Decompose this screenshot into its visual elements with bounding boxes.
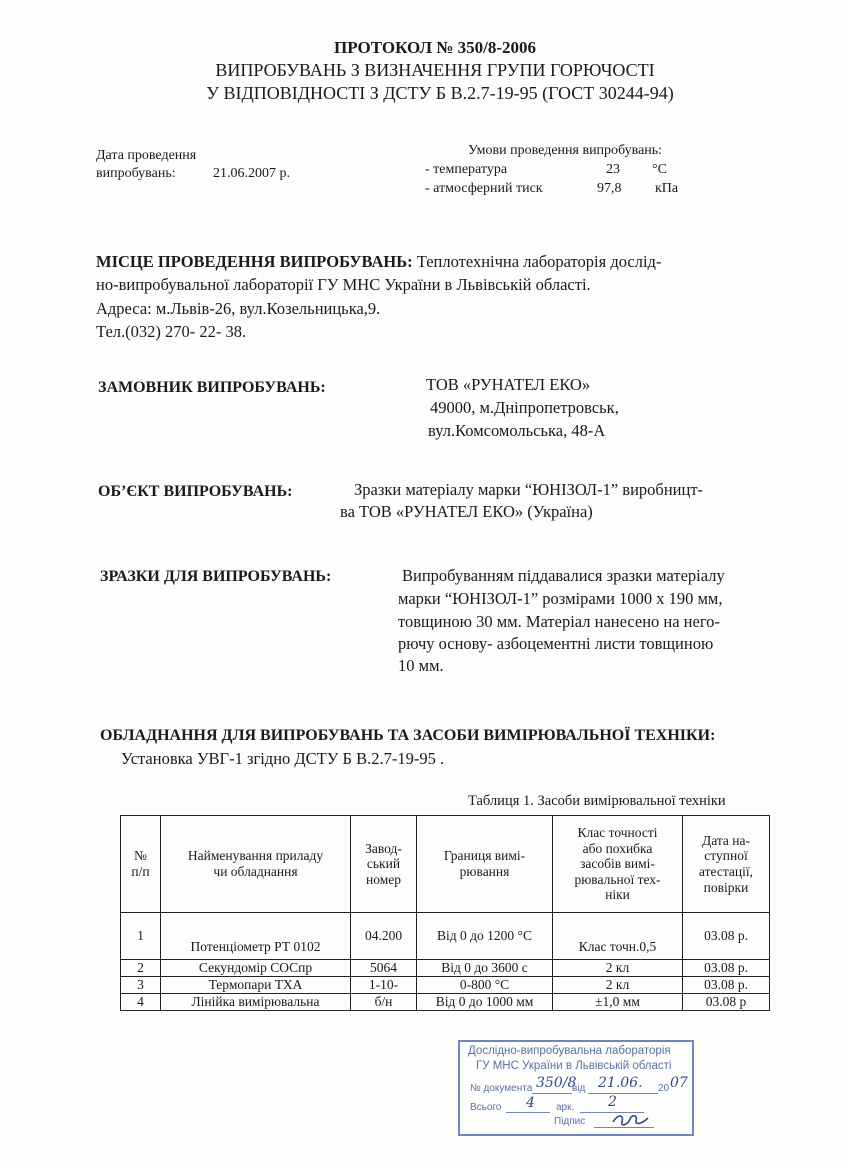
table-row	[121, 977, 770, 994]
stamp-doc-underline	[532, 1093, 572, 1094]
stamp-total-value: 4	[526, 1095, 535, 1111]
cell-accuracy: 2 кл	[553, 960, 683, 977]
samples-line-4: рючу основу- азбоцементні листи товщиною	[398, 634, 714, 653]
place-section	[96, 252, 661, 272]
header-date: Дата на- ступної атестації, повірки	[683, 816, 770, 913]
protocol-title: ПРОТОКОЛ № 350/8-2006	[334, 38, 536, 57]
equipment-label: ОБЛАДНАННЯ ДЛЯ ВИПРОБУВАНЬ ТА ЗАСОБИ ВИМІРЮВАЛЬНОЇ ТЕХНІКИ:	[100, 727, 716, 744]
stamp-from-label: від	[572, 1083, 586, 1094]
stamp-sign-label: Підпис	[554, 1116, 586, 1127]
object-line-1: Зразки матеріалу марки “ЮНІЗОЛ-1” виробницт-	[354, 480, 704, 499]
pressure-value: 97,8	[597, 181, 622, 196]
test-date-label: Дата проведення	[96, 148, 197, 163]
samples-line-5: 10 мм.	[398, 656, 444, 675]
protocol-subtitle: ВИПРОБУВАНЬ З ВИЗНАЧЕННЯ ГРУПИ ГОРЮЧОСТІ	[215, 60, 655, 80]
header-number: № п/п	[121, 816, 161, 913]
place-address: Адреса: м.Львів-26, вул.Козельницька,9.	[96, 299, 381, 318]
stamp-doc-value: 350/8	[536, 1075, 577, 1091]
cell-range: Від 0 до 3600 с	[417, 960, 553, 977]
customer-city: 49000, м.Дніпропетровськ,	[430, 398, 619, 417]
cell-accuracy: Клас точн.0,5	[553, 913, 683, 960]
stamp-from-underline	[588, 1093, 658, 1094]
stamp-from-value: 21.06.	[598, 1075, 643, 1091]
cell-date: 03.08 р	[683, 994, 770, 1011]
measurement-table	[120, 815, 770, 1011]
handwritten-signature	[610, 1110, 652, 1130]
cell-date: 03.08 р.	[683, 977, 770, 994]
cell-accuracy: ±1,0 мм	[553, 994, 683, 1011]
header-name: Найменування приладу чи обладнання	[161, 816, 351, 913]
temperature-value: 23	[606, 162, 620, 177]
samples-line-2: марки “ЮНІЗОЛ-1” розмірами 1000 х 190 мм,	[398, 589, 723, 608]
cell-range: 0-800 °С	[417, 977, 553, 994]
table-row	[121, 913, 770, 960]
samples-line-1: Випробуванням піддавалися зразки матеріалу	[402, 566, 725, 585]
cell-name: Термопари ТХА	[161, 977, 351, 994]
stamp-year-value: 07	[670, 1075, 688, 1091]
conditions-heading: Умови проведення випробувань:	[468, 143, 663, 158]
samples-line-3: товщиною 30 мм. Матеріал нанесено на него-	[398, 612, 720, 631]
stamp-doc-label: № документа	[470, 1083, 533, 1094]
cell-serial: 5064	[351, 960, 417, 977]
customer-label: ЗАМОВНИК ВИПРОБУВАНЬ:	[98, 379, 326, 396]
cell-serial: б/н	[351, 994, 417, 1011]
equipment-line: Установка УВГ-1 згідно ДСТУ Б В.2.7-19-95 .	[121, 749, 445, 768]
stamp-total-label: Всього	[470, 1102, 502, 1113]
cell-number: 4	[121, 994, 161, 1011]
cell-name: Лінійка вимірювальна	[161, 994, 351, 1011]
cell-serial: 04.200	[351, 913, 417, 960]
temperature-label: - температура	[425, 162, 508, 177]
cell-serial: 1-10-	[351, 977, 417, 994]
cell-date: 03.08 р.	[683, 960, 770, 977]
place-line-2: но-випробувальної лабораторії ГУ МНС України в Львівській області.	[96, 275, 591, 294]
stamp-total-underline	[506, 1112, 550, 1113]
table-caption: Таблиця 1. Засоби вимірювальної техніки	[468, 793, 726, 809]
table-header-row	[121, 816, 770, 913]
customer-street: вул.Комсомольська, 48-А	[428, 421, 606, 440]
cell-number: 3	[121, 977, 161, 994]
cell-number: 2	[121, 960, 161, 977]
table-row	[121, 994, 770, 1011]
samples-label: ЗРАЗКИ ДЛЯ ВИПРОБУВАНЬ:	[100, 568, 332, 585]
stamp-year-prefix: 20	[658, 1083, 670, 1094]
object-label: ОБ’ЄКТ ВИПРОБУВАНЬ:	[98, 483, 293, 500]
header-range: Границя вимі- рювання	[417, 816, 553, 913]
pressure-unit: кПа	[655, 181, 679, 196]
temperature-unit: °С	[652, 162, 667, 177]
cell-name: Потенціометр РТ 0102	[161, 913, 351, 960]
lab-stamp	[458, 1040, 694, 1136]
cell-name: Секундомір СОСпр	[161, 960, 351, 977]
table-row	[121, 960, 770, 977]
cell-date: 03.08 р.	[683, 913, 770, 960]
stamp-sheet-label: арк.	[556, 1102, 575, 1113]
cell-accuracy: 2 кл	[553, 977, 683, 994]
place-label: МІСЦЕ ПРОВЕДЕННЯ ВИПРОБУВАНЬ:	[96, 252, 413, 271]
object-line-2: ва ТОВ «РУНАТЕЛ ЕКО» (Україна)	[340, 502, 593, 521]
test-date-label-2: випробувань:	[96, 166, 176, 181]
place-line-1: Теплотехнічна лабораторія дослід-	[416, 252, 662, 271]
cell-number: 1	[121, 913, 161, 960]
pressure-label: - атмосферний тиск	[425, 181, 543, 196]
customer-name: ТОВ «РУНАТЕЛ ЕКО»	[426, 375, 591, 394]
protocol-standard: У ВІДПОВІДНОСТІ З ДСТУ Б В.2.7-19-95 (ГОСТ 30244-94)	[206, 83, 674, 103]
cell-range: Від 0 до 1000 мм	[417, 994, 553, 1011]
test-date-value: 21.06.2007 р.	[213, 166, 290, 181]
header-serial: Завод- ський номер	[351, 816, 417, 913]
stamp-sheet-value: 2	[608, 1094, 617, 1110]
stamp-line-2: ГУ МНС України в Львівській області	[476, 1060, 672, 1072]
stamp-line-1: Дослідно-випробувальна лабораторія	[468, 1045, 671, 1057]
place-phone: Тел.(032) 270- 22- 38.	[96, 322, 247, 341]
cell-range: Від 0 до 1200 °С	[417, 913, 553, 960]
header-accuracy: Клас точності або похибка засобів вимі- рювальної тех- ніки	[553, 816, 683, 913]
